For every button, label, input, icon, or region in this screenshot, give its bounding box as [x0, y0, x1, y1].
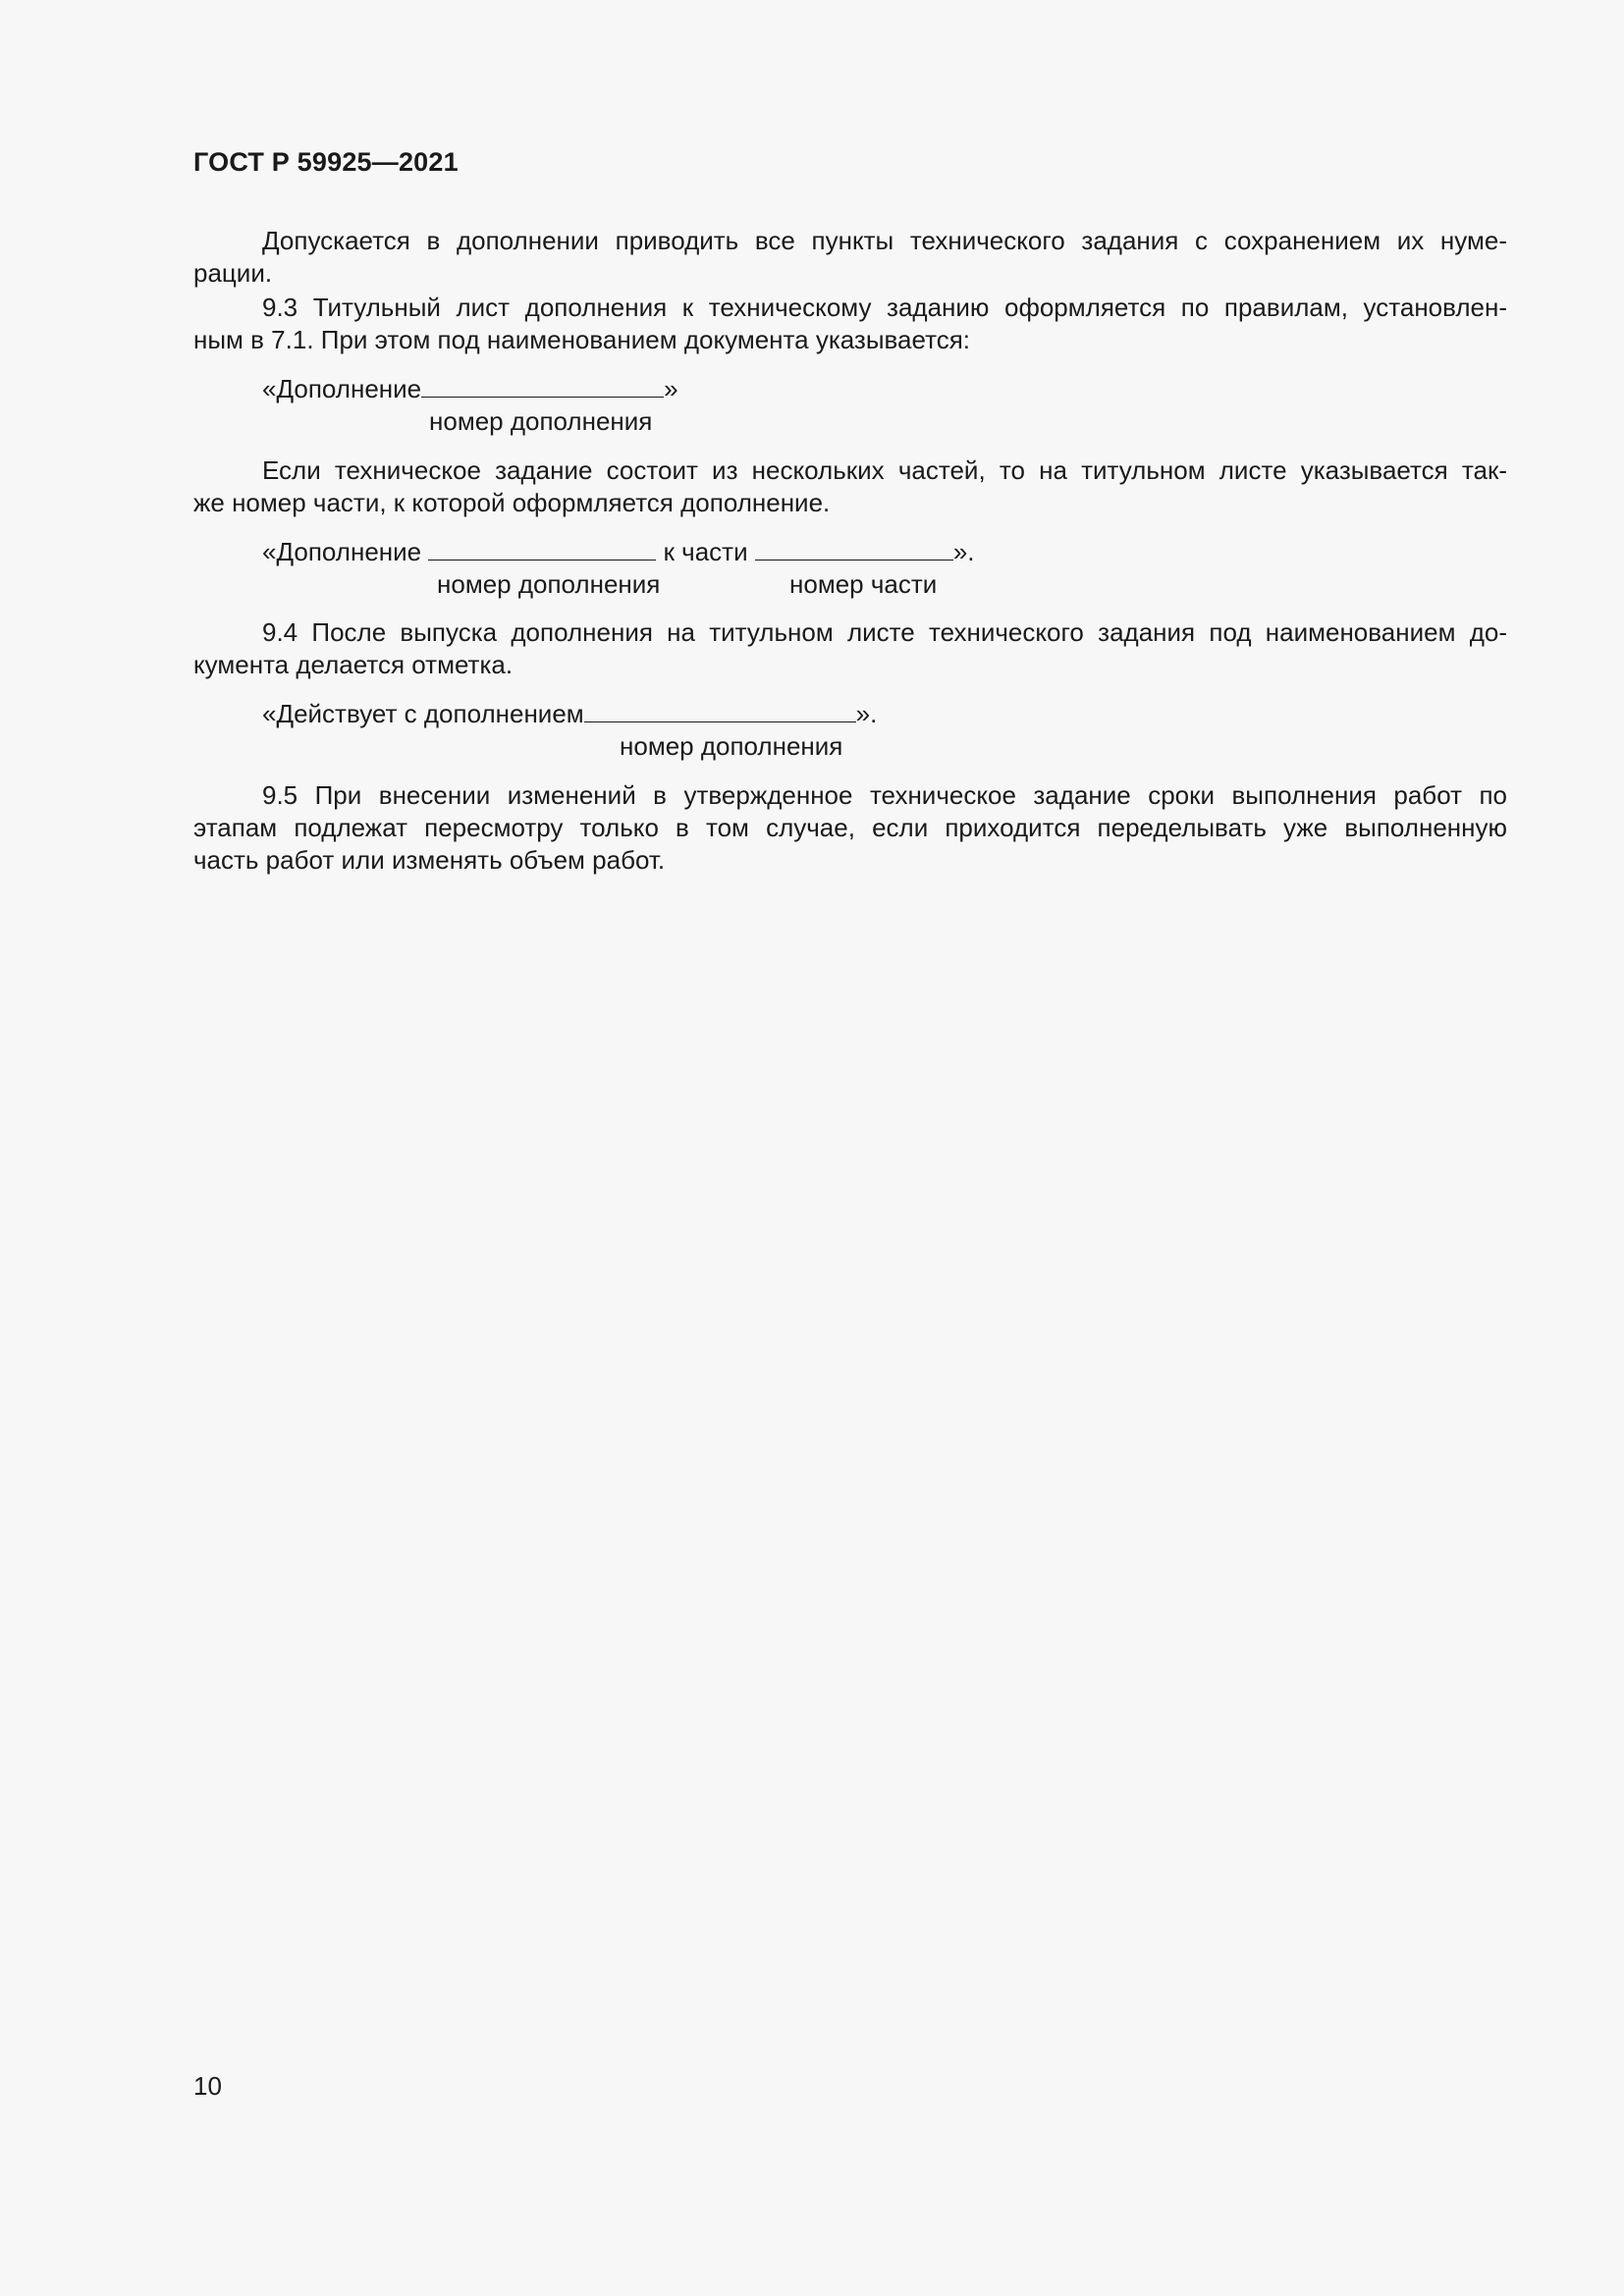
paragraph-parts: [193, 454, 1507, 519]
supplement-form-1: [262, 373, 678, 405]
paragraph-supplement-items: [193, 225, 1507, 290]
paragraph-line: ным в 7.1. При этом под наименованием документа указывается:: [193, 325, 971, 354]
form-close-text: »: [664, 374, 678, 403]
paragraph-line: Если техническое задание состоит из нескольких частей, то на титульном листе указывается так-: [262, 455, 1507, 485]
paragraph-line: рации.: [193, 258, 273, 288]
form-middle-text: к части: [656, 537, 755, 566]
form-caption: номер дополнения: [429, 406, 653, 436]
blank-line: [428, 538, 656, 561]
form-caption: номер дополнения: [437, 569, 661, 599]
paragraph-line: кумента делается отметка.: [193, 650, 514, 679]
form-caption: номер дополнения: [620, 731, 843, 761]
paragraph-line: Допускается в дополнении приводить все пункты технического задания с сохранением их нуме-: [262, 226, 1507, 255]
paragraph-line: 9.3 Титульный лист дополнения к техническому заданию оформляется по правилам, установлен-: [262, 293, 1507, 322]
paragraph-line: же номер части, к которой оформляется дополнение.: [193, 488, 831, 517]
form-open-text: «Действует с дополнением: [262, 699, 584, 728]
paragraph-line: 9.4 После выпуска дополнения на титульном листе технического задания под наименованием до-: [262, 617, 1507, 647]
document-header: ГОСТ Р 59925—2021: [193, 147, 459, 177]
paragraph-9-4: [193, 616, 1507, 681]
blank-line: [755, 538, 953, 561]
form-close-text: ».: [952, 537, 975, 566]
paragraph-9-5: [193, 779, 1507, 877]
paragraph-line: часть работ или изменять объем работ.: [193, 845, 666, 875]
form-open-text: «Дополнение: [262, 537, 429, 566]
blank-line: [584, 700, 856, 722]
page-number: 10: [193, 2071, 222, 2101]
form-open-text: «Дополнение: [262, 374, 422, 403]
form-caption: номер части: [789, 569, 938, 599]
supplement-form-3: [262, 698, 877, 730]
paragraph-line: этапам подлежат пересмотру только в том случае, если приходится переделывать уже выполненную: [193, 813, 1507, 842]
supplement-form-2: [262, 536, 975, 568]
form-close-text: ».: [855, 699, 878, 728]
paragraph-9-3: [193, 292, 1507, 356]
blank-line: [421, 375, 664, 398]
paragraph-line: 9.5 При внесении изменений в утвержденное техническое задание сроки выполнения работ по: [262, 780, 1507, 810]
